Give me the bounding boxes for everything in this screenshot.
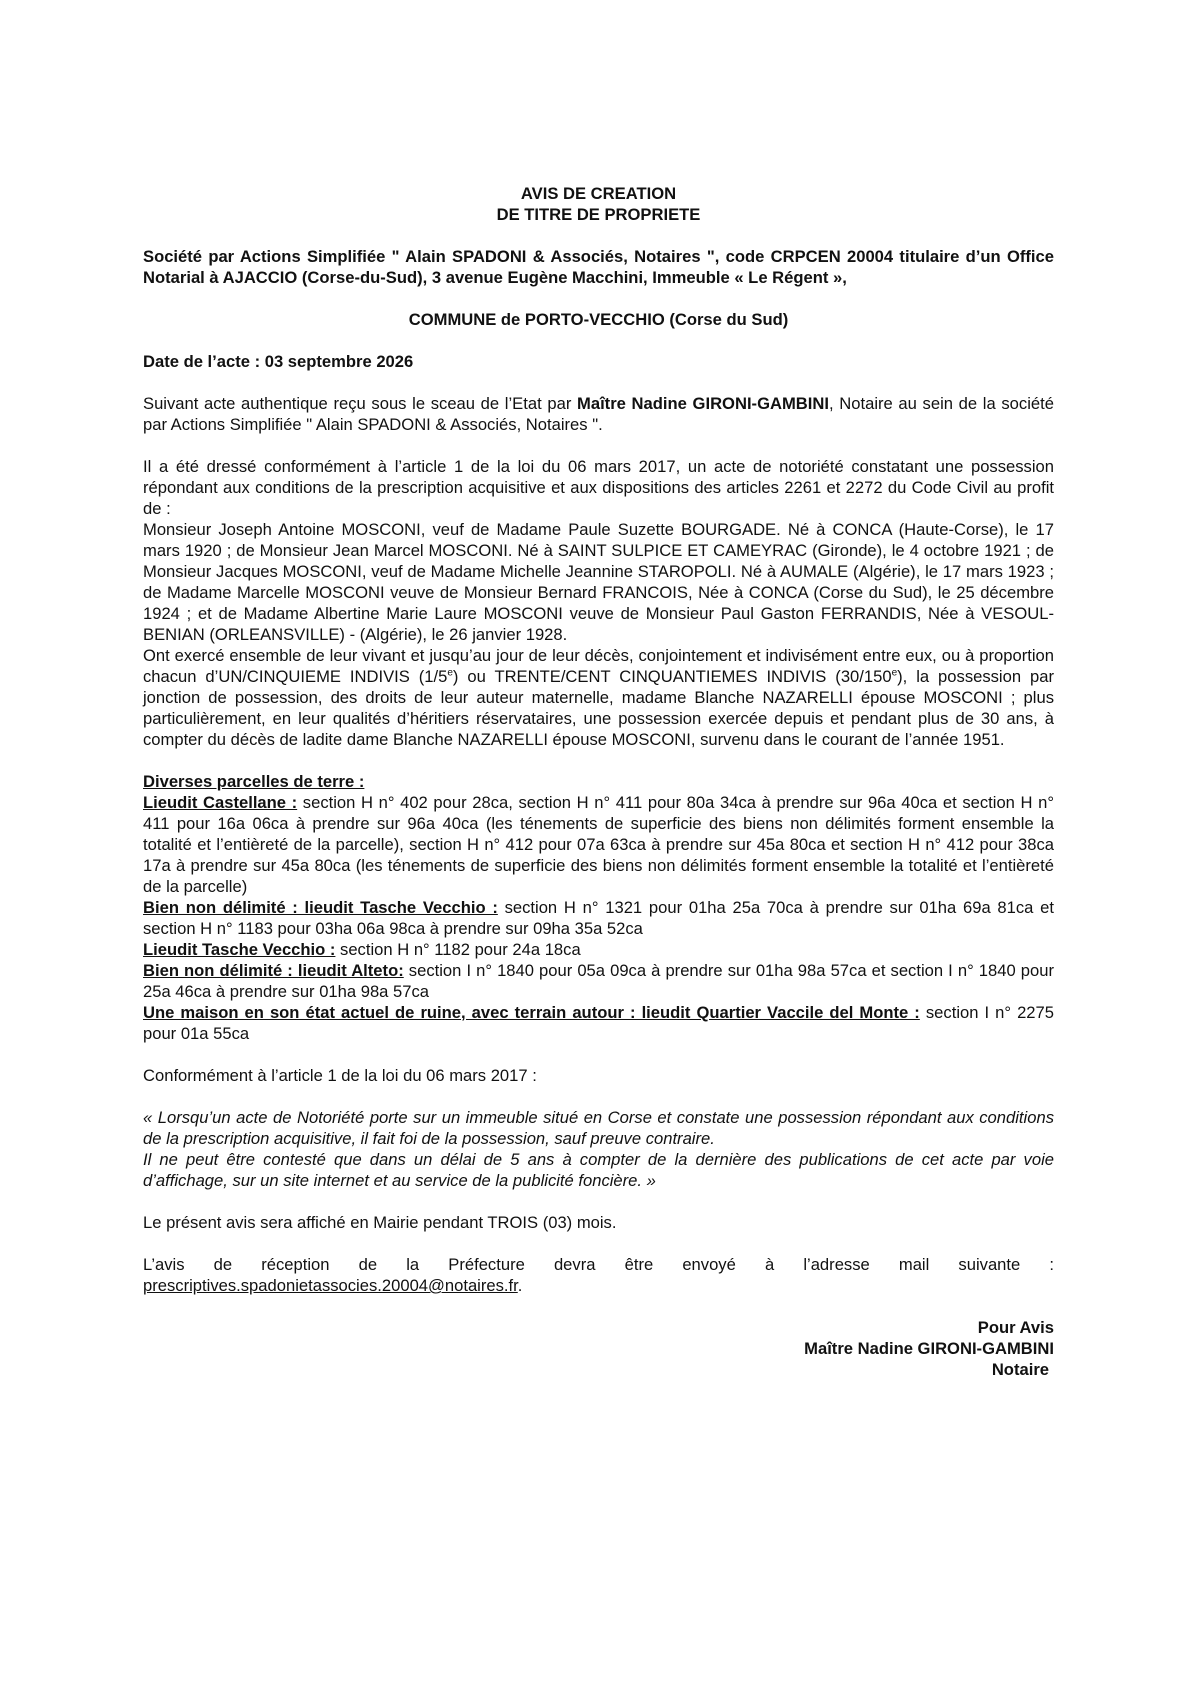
reception-email-line (143, 1275, 1054, 1296)
signature-title: Notaire (991, 1360, 1049, 1379)
parcelle-label: Lieudit Castellane : (143, 793, 298, 812)
exerce-sup-1: e (447, 667, 453, 679)
email-end: . (517, 1276, 523, 1295)
parcelles-heading: Diverses parcelles de terre : (143, 772, 365, 791)
notice-document (143, 183, 1054, 1380)
email-link[interactable]: prescriptives.spadonietassocies.20004@notaires.fr (143, 1276, 518, 1295)
suivant-after: , Notaire au sein de la société par Actions Simplifiée " Alain SPADONI & Associés, Notaires ". (143, 394, 1054, 434)
commune-heading: COMMUNE de PORTO-VECCHIO (Corse du Sud) (408, 310, 789, 329)
parcelle-label: Bien non délimité : lieudit Alteto: (143, 961, 404, 980)
reception-text: L’avis de réception de la Préfecture devra être envoyé à l’adresse mail suivante : (143, 1255, 1054, 1274)
intro-paragraph: Il a été dressé conformément à l’article 1 de la loi du 06 mars 2017, un acte de notoriété constatant une possession répondant aux conditions de la prescription acquisitive et aux dispositions des articles 2261 et 2272 du Code Civil au profit de : (143, 457, 1054, 518)
parcelle-item (143, 897, 1054, 939)
suivant-notaire: Maître Nadine GIRONI-GAMBINI (577, 394, 829, 413)
parcelle-item (143, 960, 1054, 1002)
parcelle-text: section I n° 1840 pour 05a 09ca à prendre sur 01ha 98a 57ca et section I n° 1840 pour 25a 46ca à prendre sur 01ha 98a 57ca (143, 961, 1054, 1001)
citation-line-1: « Lorsqu’un acte de Notoriété porte sur un immeuble situé en Corse et constate une possession répondant aux conditions de la prescription acquisitive, il fait foi de la possession, sauf preuve contraire. (143, 1108, 1054, 1148)
parcelle-text: section H n° 1182 pour 24a 18ca (335, 940, 581, 959)
parcelle-item (143, 939, 1054, 960)
parcelle-label: Une maison en son état actuel de ruine, avec terrain autour : lieudit Quartier Vaccile del Monte : (143, 1003, 920, 1022)
suivant-paragraph (143, 393, 1054, 435)
exerce-paragraph (143, 645, 1054, 750)
parcelle-item (143, 1002, 1054, 1044)
suivant-before: Suivant acte authentique reçu sous le sceau de l’Etat par (143, 394, 578, 413)
societe-paragraph: Société par Actions Simplifiée " Alain SPADONI & Associés, Notaires ", code CRPCEN 20004 titulaire d’un Office Notarial à AJACCIO (Corse-du-Sud), 3 avenue Eugène Macchini, Immeuble « Le Régent », (143, 247, 1054, 287)
signature-name: Maître Nadine GIRONI-GAMBINI (804, 1339, 1054, 1358)
date-acte: Date de l’acte : 03 septembre 2026 (143, 352, 414, 371)
exerce-sup-2: e (891, 667, 898, 679)
title-line-2: DE TITRE DE PROPRIETE (496, 205, 701, 224)
parcelle-label: Bien non délimité : lieudit Tasche Vecchio : (143, 898, 498, 917)
parcelle-item (143, 792, 1054, 897)
parcelle-label: Lieudit Tasche Vecchio : (143, 940, 336, 959)
beneficiaires-paragraph: Monsieur Joseph Antoine MOSCONI, veuf de Madame Paule Suzette BOURGADE. Né à CONCA (Haute-Corse), le 17 mars 1920 ; de Monsieur Jean Marcel MOSCONI. Né à SAINT SULPICE ET CAMEYRAC (Gironde), le 4 octobre 1921 ; de Monsieur Jacques MOSCONI, veuf de Madame Michelle Jeannine STAROPOLI. Né à AUMALE (Algérie), le 17 mars 1923 ; de Madame Marcelle MOSCONI veuve de Monsieur Bernard FRANCOIS, Née à CONCA (Corse du Sud), le 25 décembre 1924 ; et de Madame Albertine Marie Laure MOSCONI veuve de Monsieur Paul Gaston FERRANDIS, Née à VESOUL-BENIAN (ORLEANSVILLE) - (Algérie), le 26 janvier 1928. (143, 520, 1054, 644)
parcelle-text: section H n° 1321 pour 01ha 25a 70ca à prendre sur 01ha 69a 81ca et section H n° 1183 pour 03ha 06a 98ca à prendre sur 09ha 35a 52ca (143, 898, 1054, 938)
parcelle-text: section H n° 402 pour 28ca, section H n° 411 pour 80a 34ca à prendre sur 96a 40ca et section H n° 411 pour 16a 06ca à prendre sur 96a 40ca (les ténements de superficie des biens non délimités forment ensemble la totalité et l’entièreté de la parcelle), section H n° 412 pour 07a 63ca à prendre sur 45a 80ca et section H n° 412 pour 38ca 17a à prendre sur 45a 80ca (les ténements de superficie des biens non délimités forment ensemble la totalité et l’entièreté de la parcelle) (143, 793, 1054, 896)
affichage-line: Le présent avis sera affiché en Mairie pendant TROIS (03) mois. (143, 1213, 617, 1232)
exerce-part-3: ), la possession par jonction de possession, des droits de leur auteur maternelle, madame Blanche NAZARELLI épouse MOSCONI ; plus particulièrement, en leur qualités d’héritiers réservataires, une possession exercée depuis et pendant plus de 30 ans, à compter du décès de ladite dame Blanche NAZARELLI épouse MOSCONI, survenu dans le courant de l’année 1951. (143, 667, 1054, 749)
exerce-part-1: Ont exercé ensemble de leur vivant et jusqu’au jour de leur décès, conjointement et indivisément entre eux, ou à proportion chacun d’UN/CINQUIEME INDIVIS (1/5 (143, 646, 1054, 686)
citation-line-2: Il ne peut être contesté que dans un délai de 5 ans à compter de la dernière des publications de cet acte par voie d’affichage, sur un site internet et au service de la publicité foncière. » (143, 1150, 1054, 1190)
parcelle-text: section I n° 2275 pour 01a 55ca (143, 1003, 1054, 1043)
signature-pour-avis: Pour Avis (977, 1318, 1054, 1337)
title-line-1: AVIS DE CREATION (520, 184, 677, 203)
exerce-part-2: ) ou TRENTE/CENT CINQUANTIEMES INDIVIS (30/150 (452, 667, 892, 686)
conformement-line: Conformément à l’article 1 de la loi du 06 mars 2017 : (143, 1066, 537, 1085)
